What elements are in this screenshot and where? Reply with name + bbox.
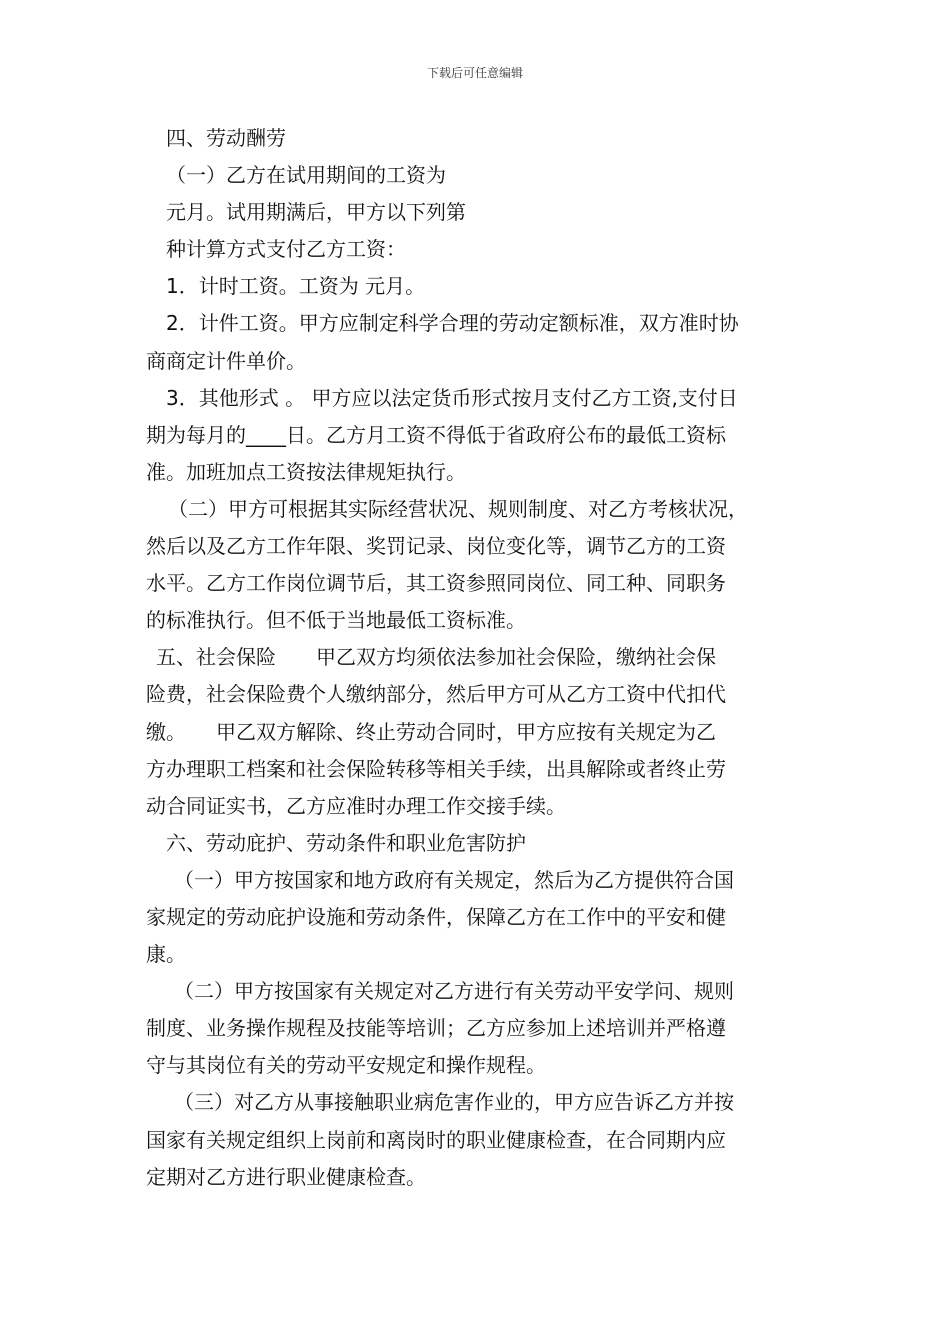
text-line: 定期对乙方进行职业健康检查。	[146, 1164, 426, 1189]
text-line: 四、劳动酬劳	[166, 126, 286, 150]
text-line: 险费，社会保险费个人缴纳部分，然后甲方可从乙方工资中代扣代	[146, 682, 726, 707]
text-line: 1．计时工资。工资为 元月。	[166, 274, 426, 299]
text-line: 水平。乙方工作岗位调节后，其工资参照同岗位、同工种、同职务	[146, 571, 726, 596]
text-line: 的标准执行。但不低于当地最低工资标准。	[146, 608, 526, 633]
text-line: （二）甲方按国家有关规定对乙方进行有关劳动平安学问、规则	[174, 979, 734, 1004]
text-line: 制度、业务操作规程及技能等培训；乙方应参加上述培训并严格遵	[146, 1016, 726, 1041]
text-line: 准。加班加点工资按法律规矩执行。	[146, 459, 466, 484]
text-line: （二）甲方可根据其实际经营状况、规则制度、对乙方考核状况，	[168, 496, 748, 521]
text-line: 缴。 甲乙双方解除、终止劳动合同时，甲方应按有关规定为乙	[146, 719, 716, 744]
document-body	[146, 120, 818, 1196]
page-header: 下载后可任意编辑	[426, 66, 523, 80]
text-line: （一）甲方按国家和地方政府有关规定，然后为乙方提供符合国	[174, 867, 734, 892]
text-line: 3．其他形式 。 甲方应以法定货币形式按月支付乙方工资,支付日	[166, 385, 738, 410]
text-line: 康。	[146, 942, 186, 967]
text-line: 期为每月的____日。乙方月工资不得低于省政府公布的最低工资标	[146, 422, 726, 447]
text-line: 方办理职工档案和社会保险转移等相关手续，出具解除或者终止劳	[146, 756, 726, 781]
text-line: 动合同证实书，乙方应准时办理工作交接手续。	[146, 793, 566, 818]
text-line: 2．计件工资。甲方应制定科学合理的劳动定额标准，双方准时协	[166, 311, 739, 336]
text-line: （三）对乙方从事接触职业病危害作业的，甲方应告诉乙方并按	[174, 1090, 734, 1115]
text-line: 六、劳动庇护、劳动条件和职业危害防护	[166, 830, 526, 855]
text-line: 五、社会保险 甲乙双方均须依法参加社会保险，缴纳社会保	[156, 645, 716, 670]
text-line: 家规定的劳动庇护设施和劳动条件，保障乙方在工作中的平安和健	[146, 904, 726, 929]
text-line: 国家有关规定组织上岗前和离岗时的职业健康检查，在合同期内应	[146, 1127, 726, 1152]
text-line: 种计算方式支付乙方工资：	[166, 237, 406, 262]
text-line: 然后以及乙方工作年限、奖罚记录、岗位变化等，调节乙方的工资	[146, 534, 726, 559]
text-line: 商商定计件单价。	[146, 348, 306, 373]
text-line: （一）乙方在试用期间的工资为	[166, 163, 446, 188]
text-line: 守与其岗位有关的劳动平安规定和操作规程。	[146, 1053, 546, 1078]
text-line: 元月。试用期满后，甲方以下列第	[166, 200, 466, 225]
